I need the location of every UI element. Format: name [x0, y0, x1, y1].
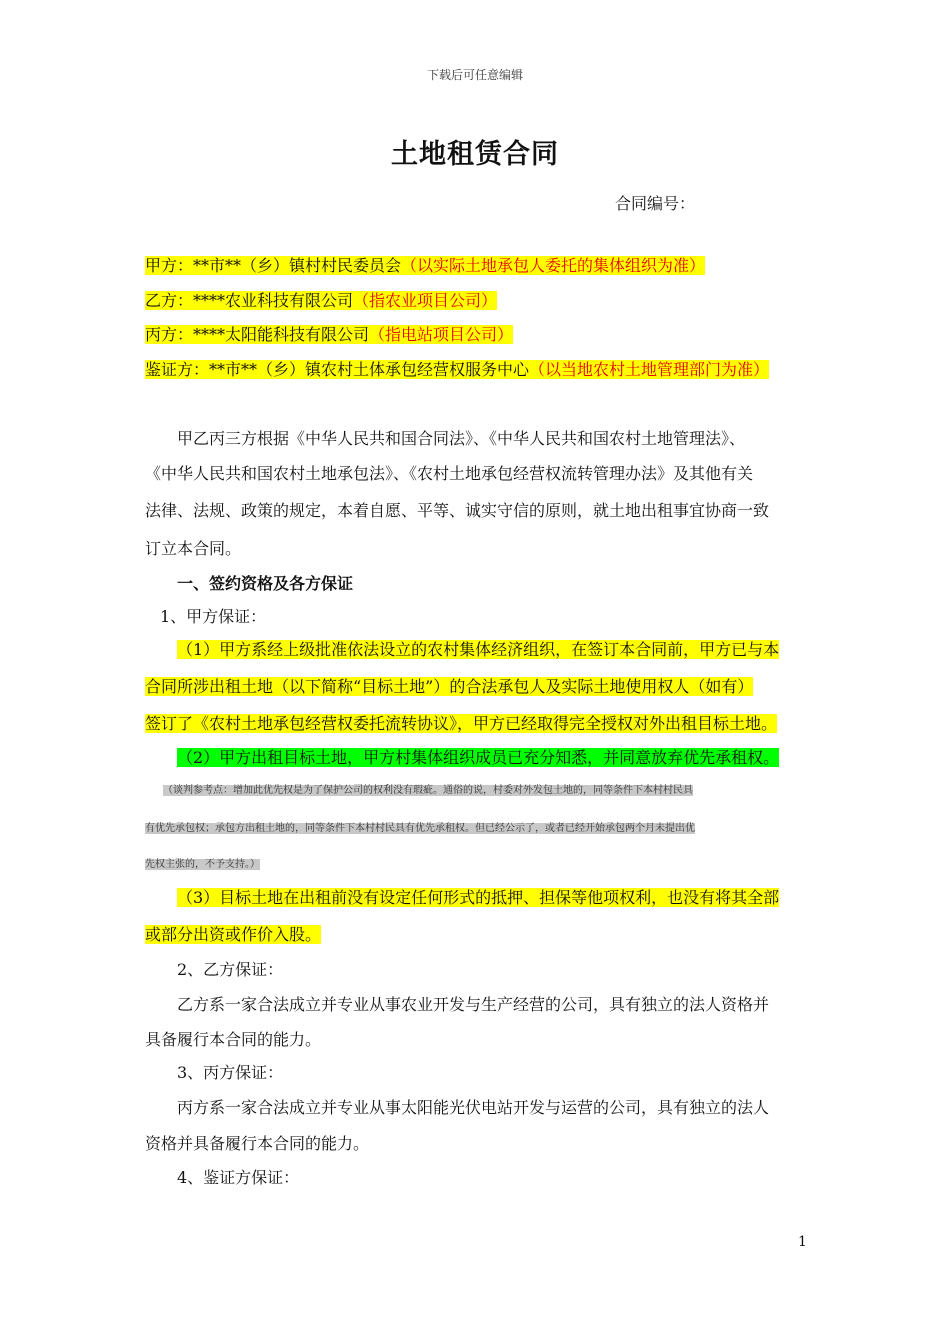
paragraph-line: 乙方系一家合法成立并专业从事农业开发与生产经营的公司，具有独立的法人资格并 — [177, 995, 770, 1014]
page-number: 1 — [798, 1234, 807, 1250]
subsection-title: 3、丙方保证： — [177, 1063, 284, 1082]
item2-line: （2）甲方出租目标土地，甲方村集体组织成员已充分知悉，并同意放弃优先承租权。 — [177, 748, 780, 767]
negotiation-note: （谈判参考点：增加此优先权是为了保护公司的权利没有瑕疵。通俗的说，村委对外发包土地的，同等条件下本村村民具 — [163, 785, 693, 796]
negotiation-note: 有优先承包权；承包方出租土地的，同等条件下本村村民具有优先承租权。但已经公示了，或者已经开始承包两个月未提出优 — [145, 823, 695, 834]
intro-line: 订立本合同。 — [145, 539, 242, 558]
item3-line: 或部分出资或作价入股。 — [145, 925, 322, 944]
subsection-title: 2、乙方保证： — [177, 960, 284, 979]
item1-line: （1）甲方系经上级批准依法设立的农村集体经济组织，在签订本合同前，甲方已与本 — [177, 640, 780, 659]
intro-line: 《中华人民共和国农村土地承包法》、《农村土地承包经营权流转管理办法》及其他有关 — [145, 464, 754, 483]
item1-line: 合同所涉出租土地（以下简称“目标土地”）的合法承包人及实际土地使用权人（如有） — [145, 677, 754, 696]
document-title: 土地租赁合同 — [391, 139, 559, 170]
subsection-title: 1、甲方保证： — [160, 607, 267, 626]
item1-line: 签订了《农村土地承包经营权委托流转协议》，甲方已经取得完全授权对外出租目标土地。 — [145, 714, 778, 733]
party-bing: 丙方：****太阳能科技有限公司（指电站项目公司） — [145, 325, 514, 344]
contract-number-label: 合同编号： — [615, 194, 696, 213]
subsection-title: 4、鉴证方保证： — [177, 1168, 300, 1187]
section-heading: 一、签约资格及各方保证 — [177, 574, 354, 593]
page-header: 下载后可任意编辑 — [426, 68, 523, 82]
negotiation-note: 先权主张的，不予支持。） — [145, 859, 260, 870]
intro-line: 法律、法规、政策的规定，本着自愿、平等、诚实守信的原则，就土地出租事宜协商一致 — [145, 501, 770, 520]
party-yi: 乙方：****农业科技有限公司（指农业项目公司） — [145, 291, 498, 310]
intro-line: 甲乙丙三方根据《中华人民共和国合同法》、《中华人民共和国农村土地管理法》、 — [177, 429, 746, 448]
party-jia: 甲方：**市**（乡）镇村村民委员会（以实际土地承包人委托的集体组织为准） — [145, 256, 706, 275]
party-verifier: 鉴证方：**市**（乡）镇农村土体承包经营权服务中心（以当地农村土地管理部门为准） — [145, 360, 770, 379]
paragraph-line: 资格并具备履行本合同的能力。 — [145, 1134, 370, 1153]
item3-line: （3）目标土地在出租前没有设定任何形式的抵押、担保等他项权利，也没有将其全部 — [177, 888, 780, 907]
paragraph-line: 具备履行本合同的能力。 — [145, 1030, 322, 1049]
paragraph-line: 丙方系一家合法成立并专业从事太阳能光伏电站开发与运营的公司，具有独立的法人 — [177, 1098, 770, 1117]
